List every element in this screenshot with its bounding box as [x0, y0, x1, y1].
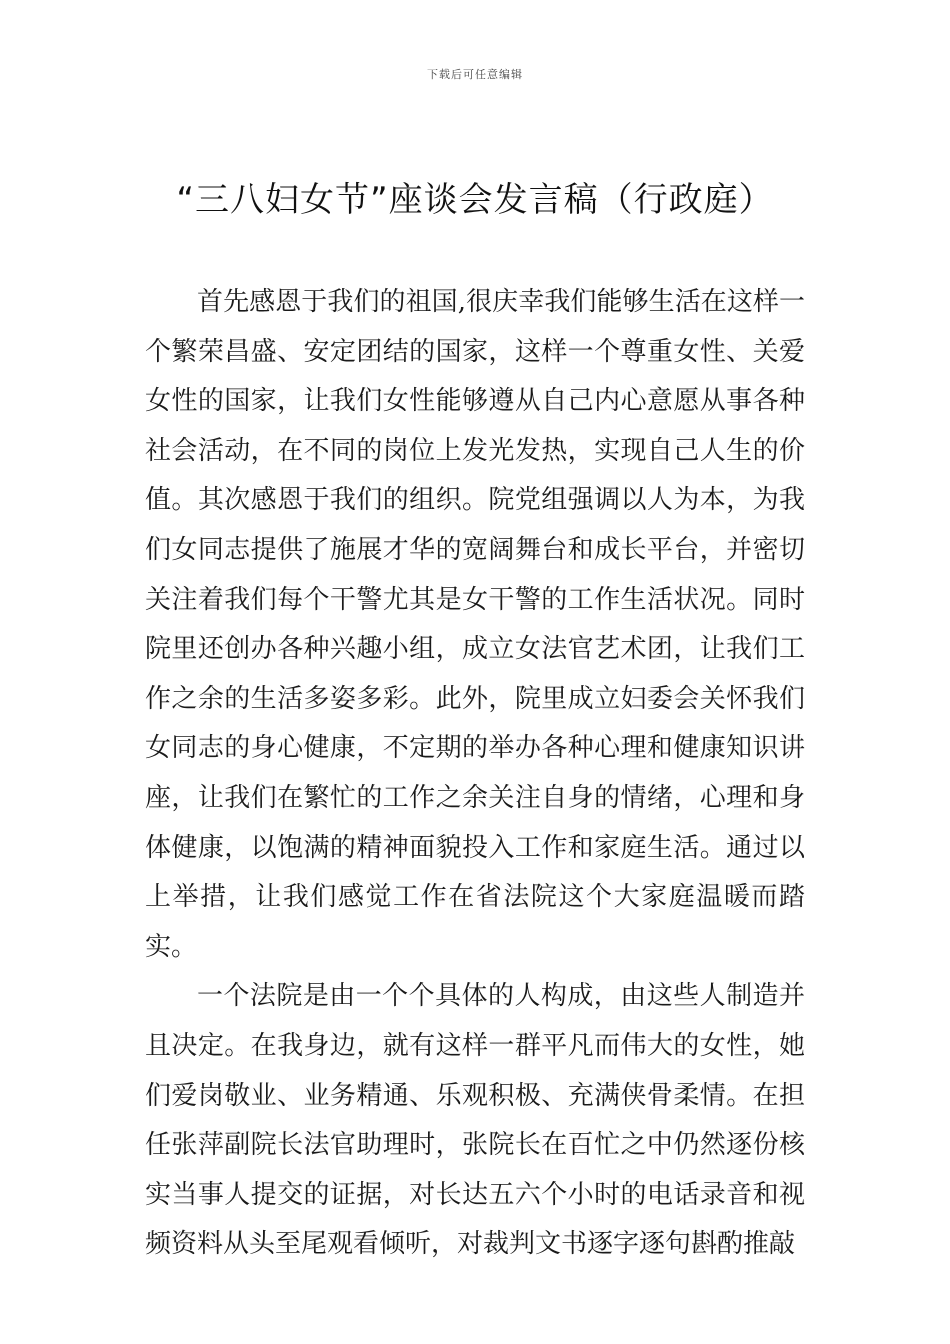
header-note: 下载后可任意编辑: [427, 68, 523, 81]
document-title: “三八妇女节”座谈会发言稿（行政庭）: [176, 180, 774, 220]
paragraph-1: 首先感恩于我们的祖国,很庆幸我们能够生活在这样一个繁荣昌盛、安定团结的国家，这样一个尊重女性、关爱女性的国家，让我们女性能够遵从自己内心意愿从事各种社会活动，在不同的岗位上发光发热，实现自己人生的价值。其次感恩于我们的组织。院党组强调以人为本，为我们女同志提供了施展才华的宽阔舞台和成长平台，并密切关注着我们每个干警尤其是女干警的工作生活状况。同时院里还创办各种兴趣小组，成立女法官艺术团，让我们工作之余的生活多姿多彩。此外，院里成立妇委会关怀我们女同志的身心健康，不定期的举办各种心理和健康知识讲座，让我们在繁忙的工作之余关注自身的情绪，心理和身体健康，以饱满的精神面貌投入工作和家庭生活。通过以上举措，让我们感觉工作在省法院这个大家庭温暖而踏实。: [145, 287, 805, 962]
document-body: [145, 278, 805, 1270]
paragraph-2: 一个法院是由一个个具体的人构成，由这些人制造并且决定。在我身边，就有这样一群平凡而伟大的女性，她们爱岗敬业、业务精通、乐观积极、充满侠骨柔情。在担任张萍副院长法官助理时，张院长在百忙之中仍然逐份核实当事人提交的证据，对长达五六个小时的电话录音和视频资料从头至尾观看倾听，对裁判文书逐字逐句斟酌推敲: [145, 981, 805, 1260]
